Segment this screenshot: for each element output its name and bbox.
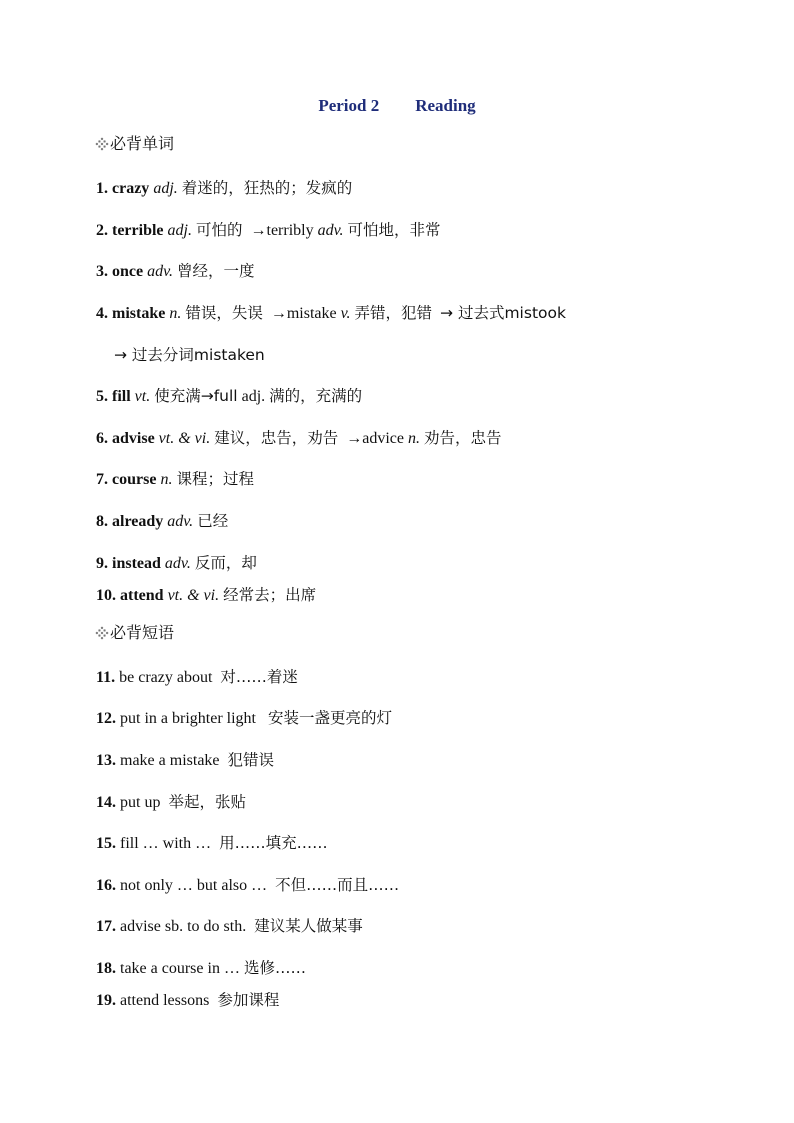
word-text: mistake (112, 305, 166, 322)
en-text: advise sb. to do sth. (120, 918, 247, 935)
word-text: course (112, 471, 157, 488)
num-text: 1. (96, 180, 108, 197)
pos-text: vt. (134, 388, 151, 405)
ext-zh-text: 弄错，犯错 (354, 304, 433, 322)
ext2-text: → 过去式mistook (440, 304, 566, 322)
phrase-item (96, 665, 298, 687)
num-text: 7. (96, 471, 108, 488)
pos-text: vt. & vi. (167, 587, 220, 604)
zh-text: 反而，却 (194, 554, 257, 572)
pos-text: adv. (147, 263, 174, 280)
phrase-item (96, 706, 392, 728)
num-text: 10. (96, 587, 116, 604)
ext3-text: → 过去分词mistaken (114, 346, 265, 364)
ext-text: →terribly (250, 222, 314, 239)
phrase-item (96, 831, 328, 853)
zh-text: 用……填充…… (219, 834, 328, 852)
vocab-item (96, 301, 566, 323)
word-text: once (112, 263, 144, 280)
phrase-item (96, 914, 363, 936)
zh-text: 课程；过程 (176, 470, 254, 488)
num-text: 5. (96, 388, 108, 405)
ext-text: →mistake (270, 305, 337, 322)
vocab-item (96, 467, 254, 489)
word-text: instead (112, 555, 161, 572)
pos-text: n. (169, 305, 182, 322)
zh-text: 错误，失误 (185, 304, 263, 322)
zh-text: 经常去；出席 (223, 586, 317, 604)
zh-text: 选修…… (243, 959, 306, 977)
pos-text: adj. (167, 222, 192, 239)
zh-text: 曾经，一度 (177, 262, 255, 280)
num-text: 17. (96, 918, 116, 935)
num-text: 19. (96, 992, 116, 1009)
phrase-item (96, 790, 246, 812)
ext-zh-text: 满的，充满的 (269, 387, 363, 405)
pos-text: n. (160, 471, 173, 488)
checkered-flag-icon (94, 625, 109, 640)
num-text: 14. (96, 794, 116, 811)
en-text: not only … but also … (120, 877, 268, 894)
pos-text: adv. (164, 555, 191, 572)
words-heading (96, 131, 174, 154)
num-text: 12. (96, 710, 116, 727)
num-text: 4. (96, 305, 108, 322)
word-text: fill (112, 388, 131, 405)
phrases-heading (96, 620, 174, 643)
num-text: 11. (96, 669, 116, 686)
num-text: 16. (96, 877, 116, 894)
ext-zh-text: 劝告，忠告 (423, 429, 502, 447)
vocab-item (96, 259, 255, 281)
zh-text: 着迷的，狂热的；发疯的 (181, 179, 353, 197)
ext-pos-text: adj. (241, 388, 266, 405)
num-text: 6. (96, 430, 108, 447)
zh-text: 可怕的 (195, 221, 243, 239)
zh-text: 已经 (197, 512, 229, 530)
phrases-text: 必背短语 (110, 623, 175, 642)
zh-text: 不但……而且…… (275, 876, 400, 894)
num-text: 3. (96, 263, 108, 280)
word-text: already (112, 513, 164, 530)
page-title (0, 96, 794, 116)
ext-pos-text: adv. (317, 222, 344, 239)
en-text: make a mistake (120, 752, 220, 769)
en-text: take a course in … (120, 960, 240, 977)
en-text: be crazy about (119, 669, 213, 686)
num-text: 13. (96, 752, 116, 769)
phrase-item (96, 956, 306, 978)
en-text: fill … with … (120, 835, 212, 852)
vocab-item-continuation (114, 343, 265, 365)
word-text: terrible (112, 222, 164, 239)
ext-pos-text: n. (407, 430, 420, 447)
vocab-item (96, 176, 352, 198)
vocab-item (96, 551, 257, 573)
num-text: 2. (96, 222, 108, 239)
vocab-item (96, 384, 362, 406)
num-text: 8. (96, 513, 108, 530)
pos-text: adj. (153, 180, 178, 197)
en-text: attend lessons (120, 992, 210, 1009)
vocab-item (96, 218, 441, 240)
zh-text: 犯错误 (227, 751, 275, 769)
words-text: 必背单词 (110, 134, 175, 153)
section-label: Reading (415, 96, 476, 115)
word-text: advise (112, 430, 155, 447)
ext-text: →advice (346, 430, 404, 447)
zh-text: 使充满→full (154, 387, 238, 405)
vocab-item (96, 426, 502, 448)
phrase-item (96, 748, 274, 770)
checkered-flag-icon (94, 136, 109, 151)
pos-text: vt. & vi. (158, 430, 211, 447)
ext-zh-text: 可怕地，非常 (347, 221, 441, 239)
en-text: put up (120, 794, 161, 811)
vocab-item (96, 583, 316, 605)
num-text: 18. (96, 960, 116, 977)
period-label: Period 2 (318, 96, 380, 115)
num-text: 9. (96, 555, 108, 572)
ext-pos-text: v. (340, 305, 351, 322)
zh-text: 建议某人做某事 (254, 917, 363, 935)
phrase-item (96, 873, 399, 895)
word-text: crazy (112, 180, 150, 197)
word-text: attend (120, 587, 164, 604)
phrase-item (96, 988, 279, 1010)
en-text: put in a brighter light (120, 710, 256, 727)
vocab-item (96, 509, 228, 531)
num-text: 15. (96, 835, 116, 852)
zh-text: 举起，张贴 (168, 793, 246, 811)
zh-text: 对……着迷 (220, 668, 298, 686)
zh-text: 安装一盏更亮的灯 (267, 709, 392, 727)
zh-text: 建议，忠告，劝告 (214, 429, 339, 447)
pos-text: adv. (167, 513, 194, 530)
zh-text: 参加课程 (217, 991, 280, 1009)
